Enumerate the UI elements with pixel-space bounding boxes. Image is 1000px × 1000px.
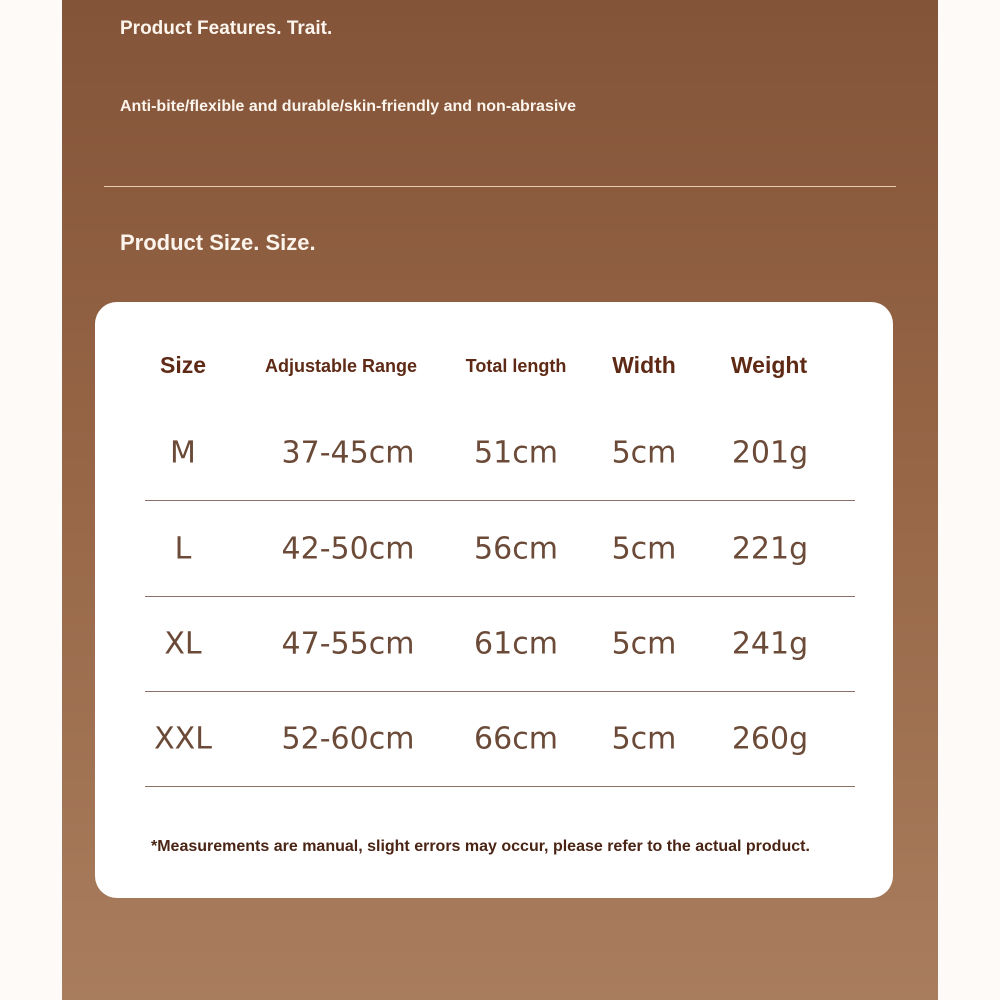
section-divider xyxy=(104,186,896,187)
size-heading: Product Size. Size. xyxy=(120,230,316,255)
measurement-disclaimer: *Measurements are manual, slight errors may occur, please refer to the actual product. xyxy=(151,838,810,855)
header-width: Width xyxy=(612,352,676,378)
weight-cell: 241g xyxy=(731,626,809,662)
weight-cell: 221g xyxy=(731,531,809,567)
size-table-card xyxy=(95,302,893,898)
size-cell: M xyxy=(170,435,196,471)
header-size: Size xyxy=(159,352,207,378)
adjustable-range-cell: 52-60cm xyxy=(281,721,415,757)
total-length-cell: 61cm xyxy=(474,626,558,662)
total-length-cell: 66cm xyxy=(474,721,558,757)
size-cell: XXL xyxy=(154,721,212,757)
width-cell: 5cm xyxy=(611,435,677,471)
weight-cell: 201g xyxy=(731,435,809,471)
features-description: Anti-bite/flexible and durable/skin-friendly and non-abrasive xyxy=(120,98,577,115)
width-cell: 5cm xyxy=(611,531,677,567)
table-row xyxy=(95,691,893,787)
weight-cell: 260g xyxy=(731,721,809,757)
size-cell: XL xyxy=(164,626,202,662)
table-row xyxy=(95,405,893,501)
total-length-cell: 51cm xyxy=(474,435,558,471)
row-divider xyxy=(145,786,855,787)
width-cell: 5cm xyxy=(611,626,677,662)
header-adjustable-range: Adjustable Range xyxy=(264,356,418,376)
total-length-cell: 56cm xyxy=(474,531,558,567)
table-row xyxy=(95,596,893,692)
adjustable-range-cell: 37-45cm xyxy=(281,435,415,471)
adjustable-range-cell: 42-50cm xyxy=(281,531,415,567)
size-cell: L xyxy=(174,531,192,567)
header-total-length: Total length xyxy=(465,356,567,376)
features-heading: Product Features. Trait. xyxy=(120,18,333,39)
table-row xyxy=(95,501,893,597)
width-cell: 5cm xyxy=(611,721,677,757)
header-weight: Weight xyxy=(730,352,808,378)
adjustable-range-cell: 47-55cm xyxy=(281,626,415,662)
